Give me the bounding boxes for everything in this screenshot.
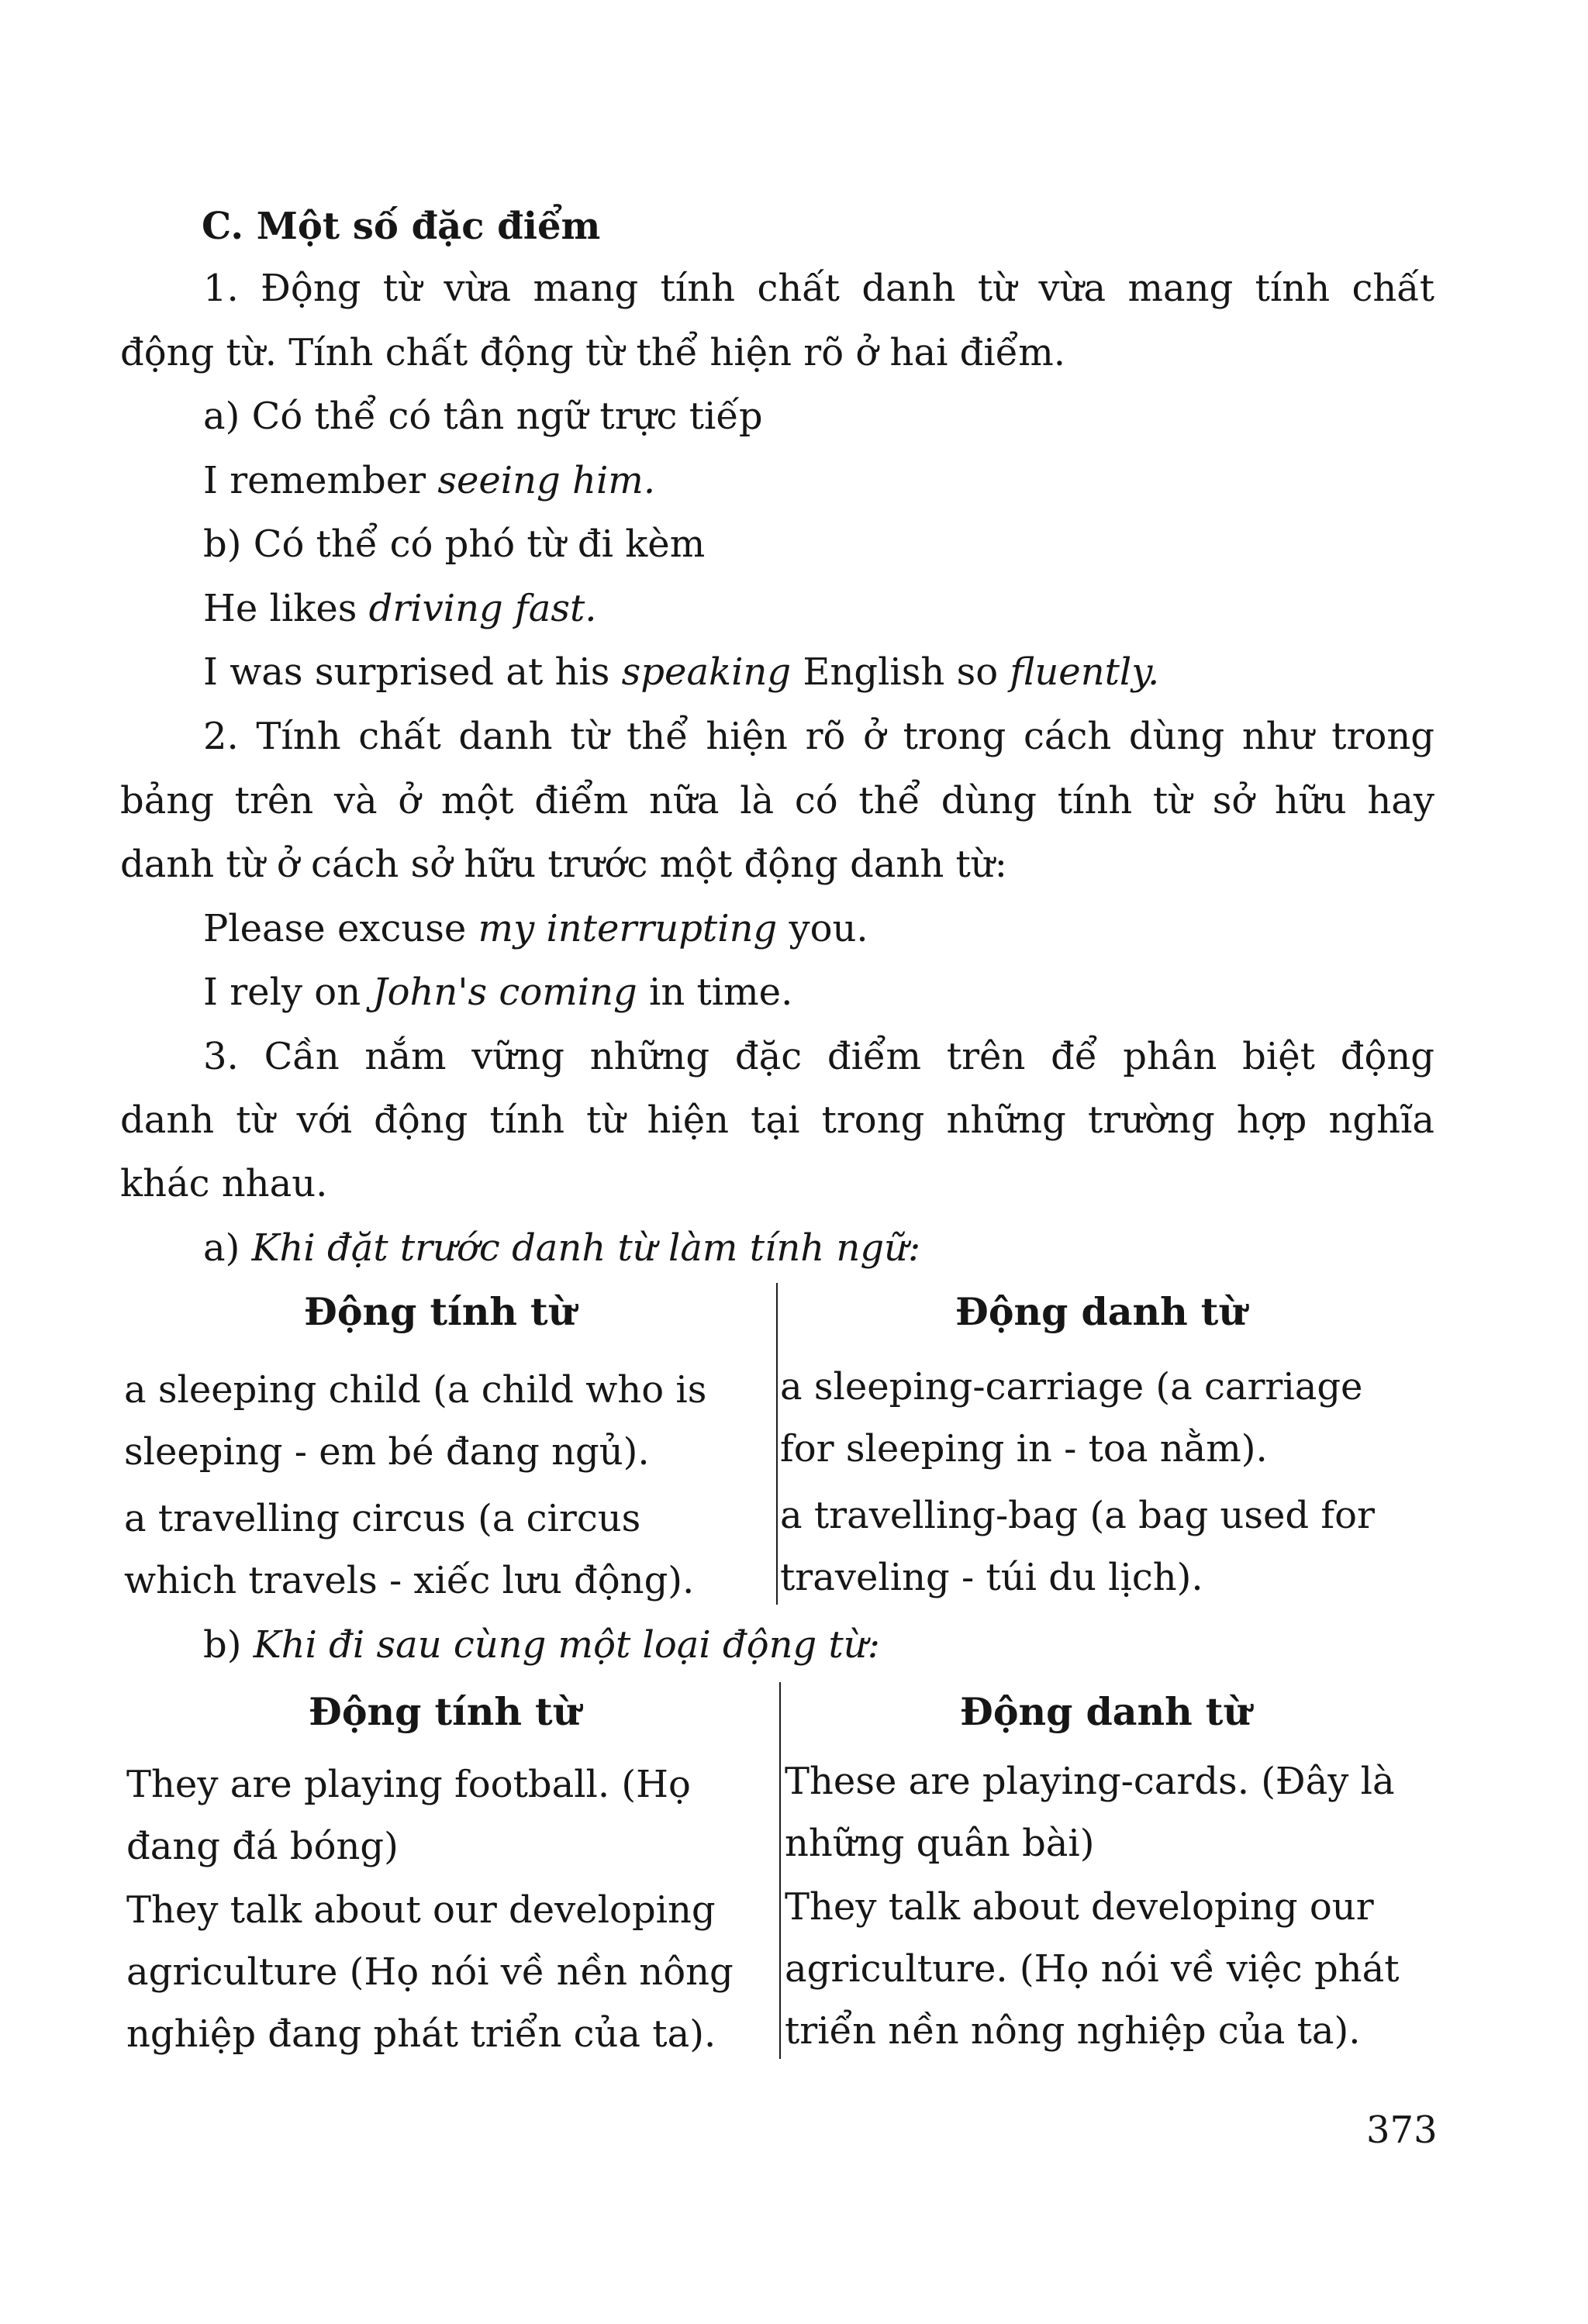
section-b-title xyxy=(203,1622,880,1668)
cell-line: traveling - túi du lịch). xyxy=(780,1556,1203,1599)
column-header-left: Động tính từ xyxy=(309,1689,581,1734)
section-a-prefix: a) xyxy=(203,1226,252,1270)
example-text: I was surprised at his xyxy=(203,650,622,694)
point2-line1: 2. Tính chất danh từ thể hiện rõ ở trong cách dùng như trong xyxy=(203,715,1434,758)
cell-line: sleeping - em bé đang ngủ). xyxy=(124,1430,650,1474)
cell-line: agriculture. (Họ nói về việc phát xyxy=(785,1947,1400,1991)
example-emphasis: speaking xyxy=(621,650,792,694)
column-header-right: Động danh từ xyxy=(960,1689,1251,1734)
point1-line1: 1. Động từ vừa mang tính chất danh từ vừa mang tính chất xyxy=(203,267,1434,310)
point2-line2: bảng trên và ở một điểm nữa là có thể dùng tính từ sở hữu hay xyxy=(120,779,1434,822)
table-cell xyxy=(124,1359,706,1483)
page-number: 373 xyxy=(1366,2108,1438,2152)
example-line xyxy=(203,457,655,504)
table-cell xyxy=(126,1753,691,1877)
point1-a-label: a) Có thể có tân ngữ trực tiếp xyxy=(203,395,763,438)
cell-line: nghiệp đang phát triển của ta). xyxy=(126,2012,716,2056)
example-text: Please excuse xyxy=(203,907,478,950)
section-b-prefix: b) xyxy=(203,1623,254,1667)
example-text: He likes xyxy=(203,587,369,630)
table-cell xyxy=(126,1879,734,2065)
example-line xyxy=(203,969,792,1015)
section-heading: C. Một số đặc điểm xyxy=(202,205,601,248)
point3-line2: danh từ với động tính từ hiện tại trong những trường hợp nghĩa xyxy=(120,1098,1434,1142)
table-cell xyxy=(780,1484,1375,1609)
cell-line: triển nền nông nghiệp của ta). xyxy=(785,2009,1361,2053)
table-cell xyxy=(785,1750,1395,1874)
cell-line: a sleeping-carriage (a carriage xyxy=(780,1365,1363,1409)
example-text: I rely on xyxy=(203,971,373,1014)
section-a-title xyxy=(203,1225,920,1271)
column-header-left: Động tính từ xyxy=(304,1289,576,1334)
cell-line: a travelling circus (a circus xyxy=(124,1497,641,1540)
example-text: you. xyxy=(777,907,868,950)
example-emphasis: seeing him. xyxy=(437,459,656,502)
section-a-title-text: Khi đặt trước danh từ làm tính ngữ: xyxy=(251,1226,921,1270)
example-emphasis: my interrupting xyxy=(478,907,778,950)
point1-b-label: b) Có thể có phó từ đi kèm xyxy=(203,522,706,566)
cell-line: which travels - xiếc lưu động). xyxy=(124,1559,695,1602)
cell-line: for sleeping in - toa nằm). xyxy=(780,1427,1268,1471)
example-emphasis: John's coming xyxy=(372,971,637,1014)
point1-line2: động từ. Tính chất động từ thể hiện rõ ở hai điểm. xyxy=(120,331,1066,374)
example-line xyxy=(203,649,1159,695)
column-divider xyxy=(776,1283,778,1605)
example-line xyxy=(203,905,868,952)
section-b-title-text: Khi đi sau cùng một loại động từ: xyxy=(253,1623,880,1667)
point2-line3: danh từ ở cách sở hữu trước một động danh từ: xyxy=(120,843,1007,886)
table-cell xyxy=(780,1356,1362,1480)
point3-line1: 3. Cần nắm vững những đặc điểm trên để phân biệt động xyxy=(203,1035,1434,1078)
example-line xyxy=(203,585,597,632)
cell-line: They talk about our developing xyxy=(126,1888,716,1932)
cell-line: agriculture (Họ nói về nền nông xyxy=(126,1950,734,1994)
example-text: in time. xyxy=(637,971,793,1014)
example-emphasis: fluently. xyxy=(1010,650,1160,694)
example-emphasis: driving fast. xyxy=(368,587,597,630)
column-divider xyxy=(779,1682,781,2059)
cell-line: a travelling-bag (a bag used for xyxy=(780,1494,1375,1537)
cell-line: They are playing football. (Họ xyxy=(126,1763,691,1806)
cell-line: những quân bài) xyxy=(785,1822,1095,1865)
cell-line: These are playing-cards. (Đây là xyxy=(785,1760,1395,1803)
cell-line: They talk about developing our xyxy=(785,1885,1374,1929)
example-text: I remember xyxy=(203,459,438,502)
table-cell xyxy=(785,1876,1400,2062)
cell-line: a sleeping child (a child who is xyxy=(124,1368,707,1412)
point3-line3: khác nhau. xyxy=(120,1162,328,1205)
table-cell xyxy=(124,1488,694,1612)
cell-line: đang đá bóng) xyxy=(126,1825,399,1868)
column-header-right: Động danh từ xyxy=(955,1289,1247,1334)
example-text: English so xyxy=(791,650,1010,694)
